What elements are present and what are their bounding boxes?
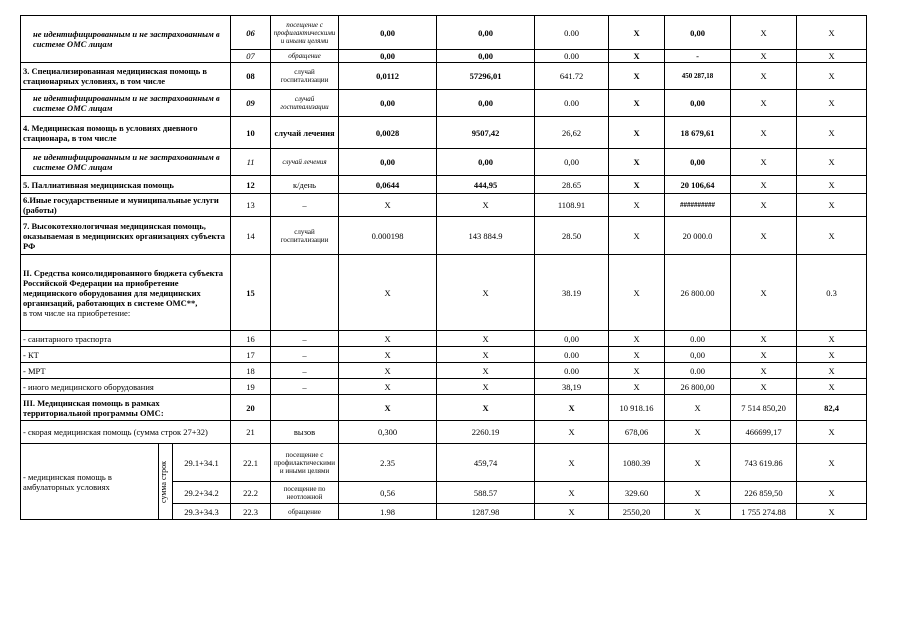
row-name: не идентифицированным и не застрахованным в системе ОМС лицам [21,16,231,63]
table-row-21 [21,421,867,444]
vertical-label: сумма строк [159,460,168,503]
row-number: 08 [231,63,271,90]
row-name: 7. Высокотехнологичная медицинская помощь, оказываемая в медицинских организациях субъекта РФ [21,217,231,255]
value-cell: X [437,379,535,395]
row-name: 5. Паллиативная медицинская помощь [21,176,231,194]
value-cell: 0,00 [339,50,437,63]
sum-cell: 29.3+34.3 [173,504,231,520]
value-cell: X [797,347,867,363]
value-cell: 2.35 [339,444,437,482]
unit-cell: к/день [271,176,339,194]
value-cell: 588.57 [437,482,535,504]
table-row-22-1 [21,444,867,482]
value-cell: X [609,176,665,194]
value-cell: X [731,149,797,176]
value-cell: 0,00 [437,50,535,63]
row-name: - иного медицинского оборудования [21,379,231,395]
value-cell: X [339,347,437,363]
row-name: - скорая медицинская помощь (сумма строк 27+32) [21,421,231,444]
unit-cell: – [271,363,339,379]
value-cell: X [731,90,797,117]
value-cell: X [797,421,867,444]
unit-cell: – [271,379,339,395]
value-cell: X [609,363,665,379]
row-number: 19 [231,379,271,395]
value-cell: 0.00 [535,50,609,63]
row-number: 13 [231,194,271,217]
row-number: 17 [231,347,271,363]
unit-cell: случай лечения [271,149,339,176]
value-cell: X [437,194,535,217]
row-name-cell [21,255,231,331]
unit-cell: случай госпитализации [271,90,339,117]
value-cell: 1.98 [339,504,437,520]
value-cell: 0,00 [437,90,535,117]
value-cell: X [665,421,731,444]
value-cell: X [437,395,535,421]
value-cell: X [731,331,797,347]
value-cell: 459,74 [437,444,535,482]
value-cell: 82,4 [797,395,867,421]
value-cell: 143 884.9 [437,217,535,255]
value-cell: 0,00 [339,149,437,176]
value-cell: 2260.19 [437,421,535,444]
row-name-note: в том числе на приобретение: [23,307,131,318]
value-cell: X [797,504,867,520]
value-cell: 0,00 [665,90,731,117]
row-number: 16 [231,331,271,347]
value-cell: 0.00 [535,347,609,363]
row-number: 15 [231,255,271,331]
value-cell: X [535,482,609,504]
value-cell: X [339,331,437,347]
row-number: 18 [231,363,271,379]
unit-cell [271,395,339,421]
value-cell: X [665,395,731,421]
value-cell: X [339,379,437,395]
unit-cell: случай госпитализации [271,217,339,255]
unit-cell: посещение с профилактическими и иными целями [271,16,339,50]
value-cell: X [609,331,665,347]
table-row-18 [21,363,867,379]
value-cell: 2550,20 [609,504,665,520]
value-cell: 0.00 [665,331,731,347]
value-cell: X [731,194,797,217]
value-cell: 0,00 [339,16,437,50]
value-cell: X [797,16,867,50]
table-row-11 [21,149,867,176]
value-cell: 26 800,00 [665,379,731,395]
table-row-13 [21,194,867,217]
value-cell: 0,300 [339,421,437,444]
value-cell: X [665,504,731,520]
value-cell: X [609,117,665,149]
value-cell: - [665,50,731,63]
value-cell: 0.00 [535,16,609,50]
value-cell: X [339,395,437,421]
value-cell: 0.3 [797,255,867,331]
unit-cell: вызов [271,421,339,444]
value-cell: X [797,149,867,176]
value-cell: X [665,444,731,482]
value-cell: 0,00 [437,149,535,176]
value-cell: X [535,444,609,482]
value-cell: 0,00 [665,149,731,176]
value-cell: 26,62 [535,117,609,149]
sum-cell: 29.2+34.2 [173,482,231,504]
value-cell: 1108.91 [535,194,609,217]
row-number: 09 [231,90,271,117]
value-cell: X [797,117,867,149]
table-row-14 [21,217,867,255]
unit-cell: – [271,331,339,347]
table-row-10 [21,117,867,149]
table-row-09 [21,90,867,117]
row-name: не идентифицированным и не застрахованным в системе ОМС лицам [21,90,231,117]
value-cell: 18 679,61 [665,117,731,149]
row-number: 10 [231,117,271,149]
value-cell: 0.00 [535,90,609,117]
value-cell: 38.19 [535,255,609,331]
value-cell: X [731,63,797,90]
value-cell: 743 619.86 [731,444,797,482]
unit-cell: посещение по неотложной [271,482,339,504]
value-cell: 1287.98 [437,504,535,520]
row-name: - МРТ [21,363,231,379]
value-cell: X [731,255,797,331]
value-cell: 1 755 274.88 [731,504,797,520]
row-number: 12 [231,176,271,194]
value-cell: X [437,347,535,363]
value-cell: X [797,482,867,504]
value-cell: 0.000198 [339,217,437,255]
value-cell: X [339,363,437,379]
row-name: не идентифицированным и не застрахованным в системе ОМС лицам [21,149,231,176]
value-cell: X [609,16,665,50]
row-number: 11 [231,149,271,176]
row-number: 06 [231,16,271,50]
value-cell: 20 000.0 [665,217,731,255]
value-cell: 7 514 850,20 [731,395,797,421]
value-cell: 444,95 [437,176,535,194]
value-cell: X [609,90,665,117]
value-cell: X [731,379,797,395]
value-cell: 0.00 [535,363,609,379]
value-cell: X [731,363,797,379]
row-number: 22.2 [231,482,271,504]
row-name: II. Средства консолидированного бюджета субъекта Российской Федерации на приобретение медицинского оборудования для медицинских организаций, работающих в системе ОМС**, [23,267,224,308]
value-cell: 226 859,50 [731,482,797,504]
value-cell: 466699,17 [731,421,797,444]
value-cell: X [609,194,665,217]
row-name: - санитарного траспорта [21,331,231,347]
value-cell: 329.60 [609,482,665,504]
value-cell: X [797,379,867,395]
value-cell: 678,06 [609,421,665,444]
value-cell: X [797,444,867,482]
value-cell: X [731,50,797,63]
value-cell: 0,0028 [339,117,437,149]
table-row-08 [21,63,867,90]
table-row-19 [21,379,867,395]
value-cell: X [797,176,867,194]
value-cell: X [797,194,867,217]
value-cell: 0,0112 [339,63,437,90]
table-row-20 [21,395,867,421]
value-cell: ########## [665,194,731,217]
unit-cell: посещение с профилактическими и иными целями [271,444,339,482]
value-cell: X [609,379,665,395]
value-cell: 57296,01 [437,63,535,90]
unit-cell: обращение [271,50,339,63]
program-table [20,15,867,520]
row-number: 07 [231,50,271,63]
value-cell: X [535,504,609,520]
sum-cell: 29.1+34.1 [173,444,231,482]
unit-cell [271,255,339,331]
value-cell: 28.50 [535,217,609,255]
value-cell: X [797,363,867,379]
value-cell: 0,00 [665,16,731,50]
value-cell: 28.65 [535,176,609,194]
table-row-15 [21,255,867,331]
value-cell: X [797,50,867,63]
row-name: - медицинская помощь в амбулаторных условиях [21,444,159,520]
value-cell: X [339,194,437,217]
value-cell: 450 287,18 [665,63,731,90]
value-cell: X [797,217,867,255]
value-cell: 0,0644 [339,176,437,194]
value-cell: X [535,395,609,421]
value-cell: X [609,217,665,255]
value-cell: 9507,42 [437,117,535,149]
row-number: 21 [231,421,271,444]
row-name: 3. Специализированная медицинская помощь в стационарных условиях, в том числе [21,63,231,90]
row-number: 14 [231,217,271,255]
row-name: 4. Медицинская помощь в условиях дневного стационара, в том числе [21,117,231,149]
value-cell: 1080.39 [609,444,665,482]
unit-cell: случай лечения [271,117,339,149]
value-cell: X [609,255,665,331]
value-cell: X [437,331,535,347]
row-name: - КТ [21,347,231,363]
value-cell: X [609,63,665,90]
value-cell: X [731,16,797,50]
row-number: 20 [231,395,271,421]
value-cell: 0,00 [665,347,731,363]
value-cell: X [797,331,867,347]
row-number: 22.3 [231,504,271,520]
value-cell: 20 106,64 [665,176,731,194]
value-cell: X [609,50,665,63]
unit-cell: – [271,194,339,217]
value-cell: 10 918.16 [609,395,665,421]
row-number: 22.1 [231,444,271,482]
value-cell: X [797,90,867,117]
row-name: III. Медицинская помощь в рамках территориальной программы ОМС: [21,395,231,421]
value-cell: X [731,347,797,363]
vertical-label-cell [159,444,173,520]
value-cell: 26 800.00 [665,255,731,331]
value-cell: 0,00 [437,16,535,50]
unit-cell: обращение [271,504,339,520]
value-cell: 38,19 [535,379,609,395]
value-cell: X [339,255,437,331]
value-cell: X [609,149,665,176]
table-row-16 [21,331,867,347]
unit-cell: случай госпитализации [271,63,339,90]
value-cell: X [437,255,535,331]
value-cell: X [731,176,797,194]
value-cell: X [731,117,797,149]
value-cell: X [609,347,665,363]
value-cell: X [535,421,609,444]
table-row-06 [21,16,867,50]
value-cell: X [437,363,535,379]
row-name: 6.Иные государственные и муниципальные услуги (работы) [21,194,231,217]
value-cell: 0,00 [535,149,609,176]
value-cell: 641.72 [535,63,609,90]
value-cell: 0.00 [665,363,731,379]
value-cell: X [731,217,797,255]
value-cell: 0,00 [339,90,437,117]
value-cell: X [665,482,731,504]
value-cell: 0,56 [339,482,437,504]
value-cell: X [797,63,867,90]
value-cell: 0,00 [535,331,609,347]
table-row-12 [21,176,867,194]
table-row-17 [21,347,867,363]
unit-cell: – [271,347,339,363]
